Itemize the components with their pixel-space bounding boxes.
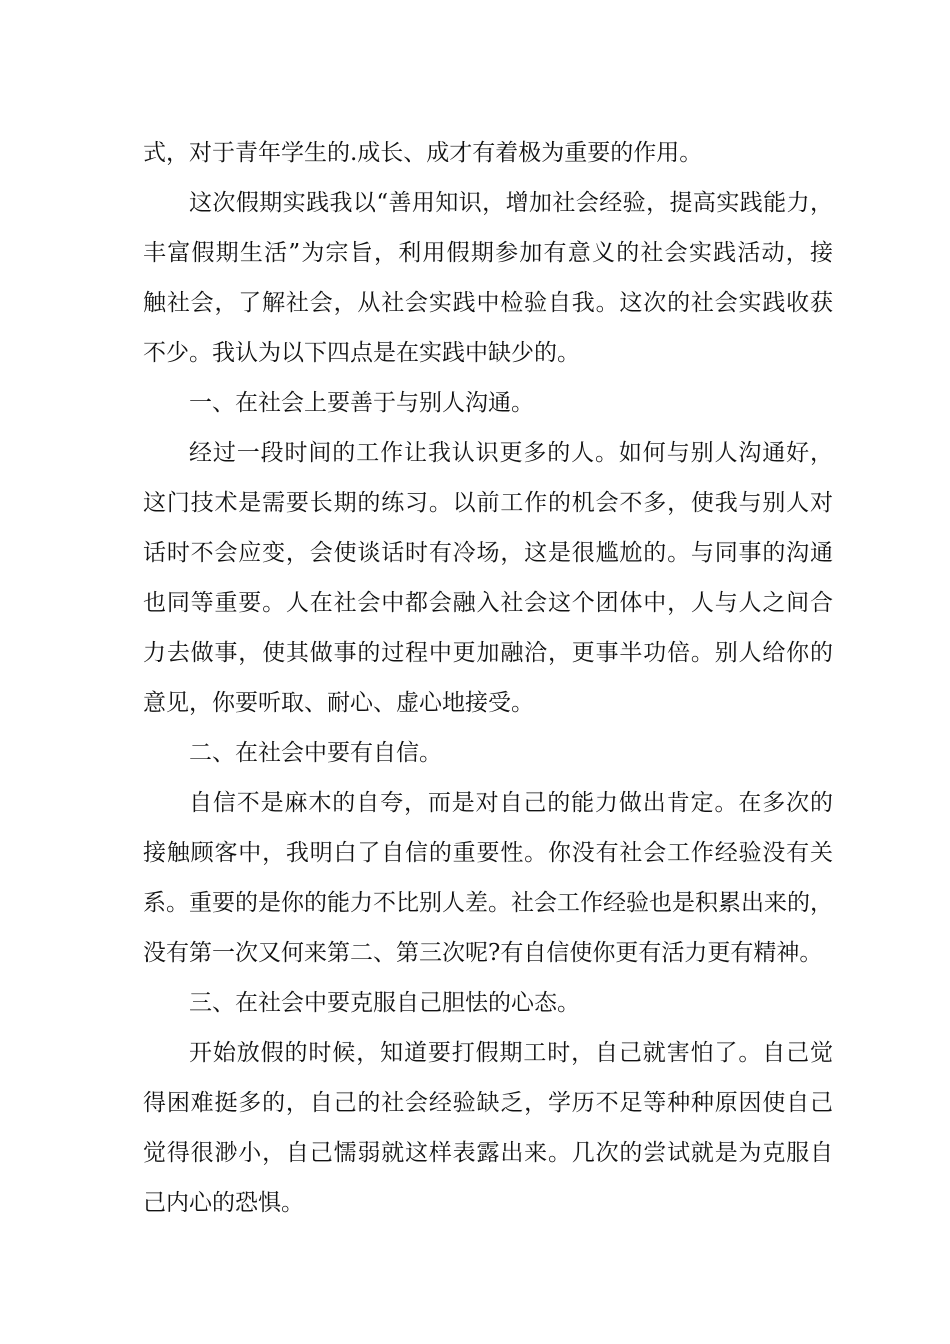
text-line: 触社会，了解社会，从社会实践中检验自我。这次的社会实践收获	[143, 290, 833, 316]
text-line: 自信不是麻木的自夸，而是对自己的能力做出肯定。在多次的	[189, 790, 833, 816]
text-line: 这次假期实践我以“善用知识，增加社会经验，提高实践能力，	[189, 190, 833, 216]
text-line: 得困难挺多的，自己的社会经验缺乏，学历不足等种种原因使自己	[143, 1090, 833, 1116]
text-line: 意见，你要听取、耐心、虚心地接受。	[143, 690, 534, 716]
text-line: 没有第一次又何来第二、第三次呢?有自信使你更有活力更有精神。	[143, 940, 823, 966]
text-line: 经过一段时间的工作让我认识更多的人。如何与别人沟通好，	[189, 440, 833, 466]
text-line: 开始放假的时候，知道要打假期工时，自己就害怕了。自己觉	[189, 1040, 833, 1066]
text-line: 这门技术是需要长期的练习。以前工作的机会不多，使我与别人对	[143, 490, 833, 516]
document-body	[143, 128, 833, 1228]
text-line: 己内心的恐惧。	[143, 1190, 304, 1216]
text-line: 系。重要的是你的能力不比别人差。社会工作经验也是积累出来的，	[143, 890, 833, 916]
text-line: 也同等重要。人在社会中都会融入社会这个团体中，人与人之间合	[143, 590, 833, 616]
section-heading: 一、在社会上要善于与别人沟通。	[189, 390, 534, 416]
section-heading: 二、在社会中要有自信。	[189, 740, 442, 766]
section-heading: 三、在社会中要克服自己胆怯的心态。	[189, 990, 580, 1016]
text-line: 不少。我认为以下四点是在实践中缺少的。	[143, 340, 580, 366]
text-line: 觉得很渺小，自己懦弱就这样表露出来。几次的尝试就是为克服自	[143, 1140, 833, 1166]
text-line: 力去做事，使其做事的过程中更加融洽，更事半功倍。别人给你的	[143, 640, 833, 666]
text-line: 接触顾客中，我明白了自信的重要性。你没有社会工作经验没有关	[143, 840, 833, 866]
text-line: 式，对于青年学生的.成长、成才有着极为重要的作用。	[143, 140, 703, 166]
text-line: 话时不会应变，会使谈话时有冷场，这是很尴尬的。与同事的沟通	[143, 540, 833, 566]
text-line: 丰富假期生活”为宗旨，利用假期参加有意义的社会实践活动，接	[143, 240, 833, 266]
